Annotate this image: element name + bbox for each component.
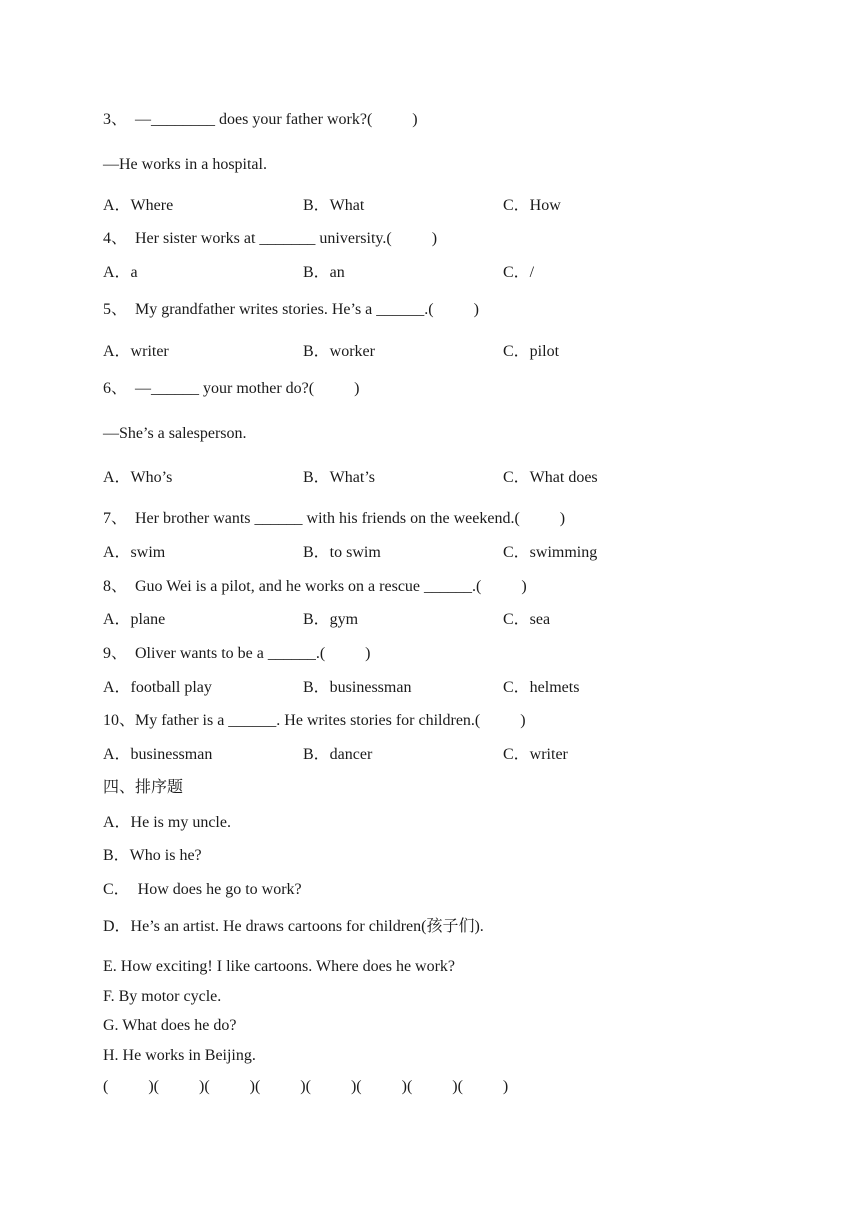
question-7-option-b: B．to swim [303,544,381,561]
question-10-stem: 10、My father is a ______. He writes stories for children.( ) [103,712,526,729]
question-5-option-a: A．writer [103,343,169,360]
question-6-option-c: C．What does [503,469,598,486]
question-3-response: —He works in a hospital. [103,156,267,173]
ordering-answer-row: ( )( )( )( )( )( )( )( ) [103,1078,509,1095]
ordering-item-c: C． How does he go to work? [103,881,302,898]
ordering-item-a: A．He is my uncle. [103,814,231,831]
section-4-heading: 四、排序题 [103,779,184,796]
question-6-response: —She’s a salesperson. [103,425,247,442]
question-10-option-c: C．writer [503,746,568,763]
question-9-option-c: C．helmets [503,679,580,696]
question-5-option-b: B．worker [303,343,375,360]
question-3-stem: 3、 —________ does your father work?( ) [103,111,418,128]
question-3-option-a: A．Where [103,197,174,214]
question-6-option-b: B．What’s [303,469,375,486]
ordering-item-b: B．Who is he? [103,847,202,864]
question-9-stem: 9、 Oliver wants to be a ______.( ) [103,645,371,662]
question-4-option-c: C．/ [503,264,535,281]
question-10-option-b: B．dancer [303,746,373,763]
question-6-option-a: A．Who’s [103,469,173,486]
question-9-option-a: A．football play [103,679,212,696]
question-8-option-b: B．gym [303,611,359,628]
question-7-stem: 7、 Her brother wants ______ with his friends on the weekend.( ) [103,510,566,527]
question-3-option-c: C．How [503,197,561,214]
ordering-item-d: D．He’s an artist. He draws cartoons for children(孩子们). [103,918,484,935]
ordering-item-h: H. He works in Beijing. [103,1047,256,1064]
question-5-stem: 5、 My grandfather writes stories. He’s a ______.( ) [103,301,479,318]
question-6-stem: 6、 —______ your mother do?( ) [103,380,360,397]
question-8-option-a: A．plane [103,611,166,628]
question-7-option-a: A．swim [103,544,166,561]
question-8-option-c: C．sea [503,611,551,628]
question-8-stem: 8、 Guo Wei is a pilot, and he works on a rescue ______.( ) [103,578,527,595]
question-7-option-c: C．swimming [503,544,598,561]
question-4-option-b: B．an [303,264,345,281]
question-4-option-a: A．a [103,264,138,281]
question-10-option-a: A．businessman [103,746,213,763]
ordering-item-g: G. What does he do? [103,1017,237,1034]
ordering-item-f: F. By motor cycle. [103,988,222,1005]
question-4-stem: 4、 Her sister works at _______ university.( ) [103,230,438,247]
question-5-option-c: C．pilot [503,343,560,360]
ordering-item-e: E. How exciting! I like cartoons. Where does he work? [103,958,456,975]
question-9-option-b: B．businessman [303,679,412,696]
question-3-option-b: B．What [303,197,365,214]
